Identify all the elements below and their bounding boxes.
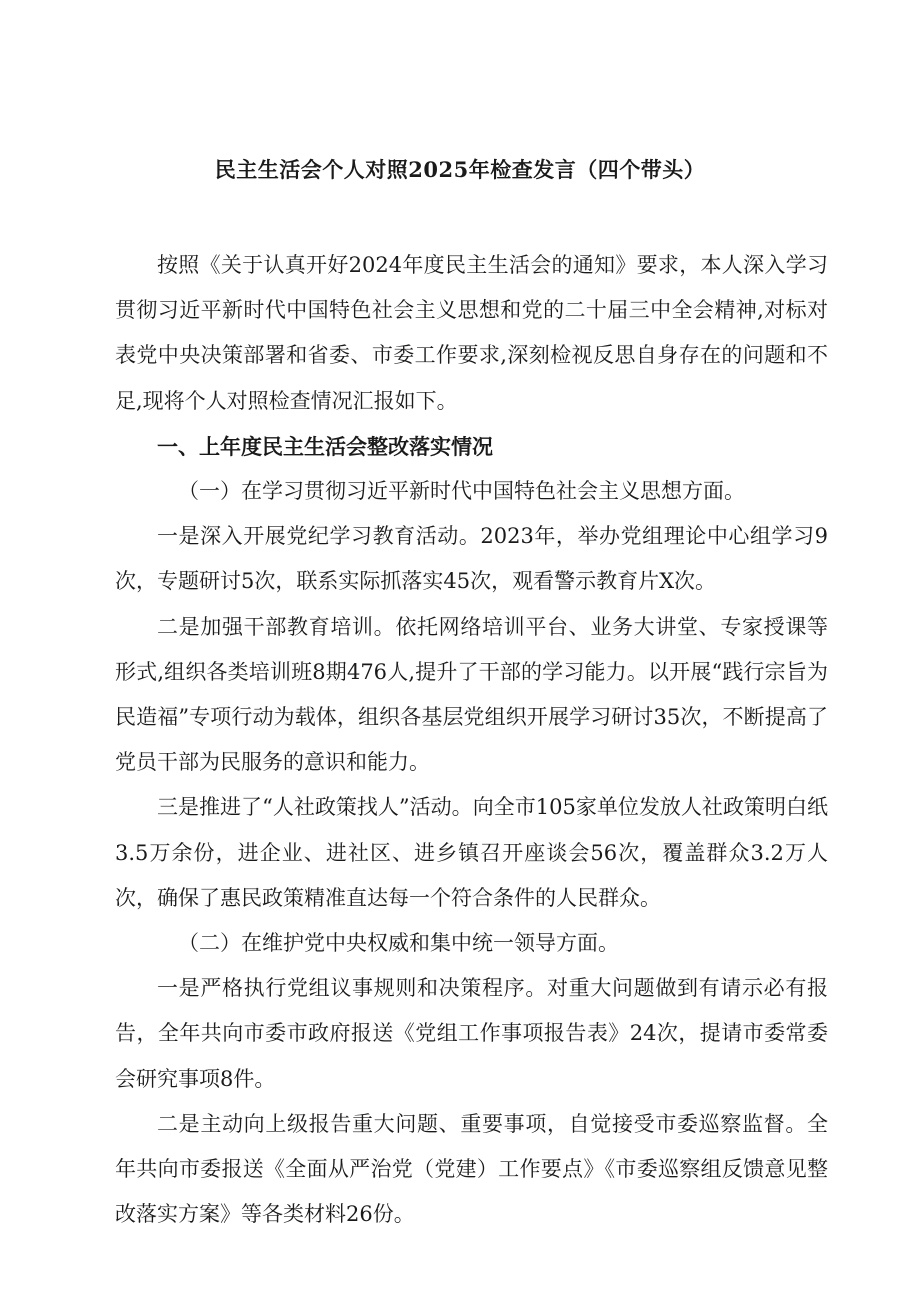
body-paragraph: 三是推进了“人社政策找人”活动。向全市105家单位发放人社政策明白纸3.5万余份，进企业、进社区、进乡镇召开座谈会56次，覆盖群众3.2万人次，确保了惠民政策精准直达每一个符合条件的人民群众。 [115, 795, 828, 910]
body-paragraph: 二是加强干部教育培训。依托网络培训平台、业务大讲堂、专家授课等形式,组织各类培训班8期476人,提升了干部的学习能力。以开展“践行宗旨为民造福”专项行动为载体，组织各基层党组织开展学习研讨35次，不断提高了党员干部为民服务的意识和能力。 [115, 614, 828, 775]
body-paragraph: 一是深入开展党纪学习教育活动。2023年，举办党组理论中心组学习9次，专题研讨5次，联系实际抓落实45次，观看警示教育片X次。 [115, 524, 828, 594]
document-title: 民主生活会个人对照2025年检查发言（四个带头） [214, 157, 706, 182]
section-heading: 一、上年度民主生活会整改落实情况 [157, 433, 493, 459]
subsection-heading: （一）在学习贯彻习近平新时代中国特色社会主义思想方面。 [178, 479, 745, 504]
document-body [115, 243, 828, 1237]
body-paragraph: 二是主动向上级报告重大问题、重要事项，自觉接受市委巡察监督。全年共向市委报送《全面从严治党（党建）工作要点》《市委巡察组反馈意见整改落实方案》等各类材料26份。 [115, 1111, 828, 1227]
intro-paragraph: 按照《关于认真开好2024年度民主生活会的通知》要求，本人深入学习贯彻习近平新时代中国特色社会主义思想和党的二十届三中全会精神,对标对表党中央决策部署和省委、市委工作要求,深刻检视反思自身存在的问题和不足,现将个人对照检查情况汇报如下。 [115, 253, 828, 413]
body-paragraph: 一是严格执行党组议事规则和决策程序。对重大问题做到有请示必有报告，全年共向市委市政府报送《党组工作事项报告表》24次，提请市委常委会研究事项8件。 [115, 976, 828, 1091]
subsection-heading: （二）在维护党中央权威和集中统一领导方面。 [178, 931, 619, 956]
